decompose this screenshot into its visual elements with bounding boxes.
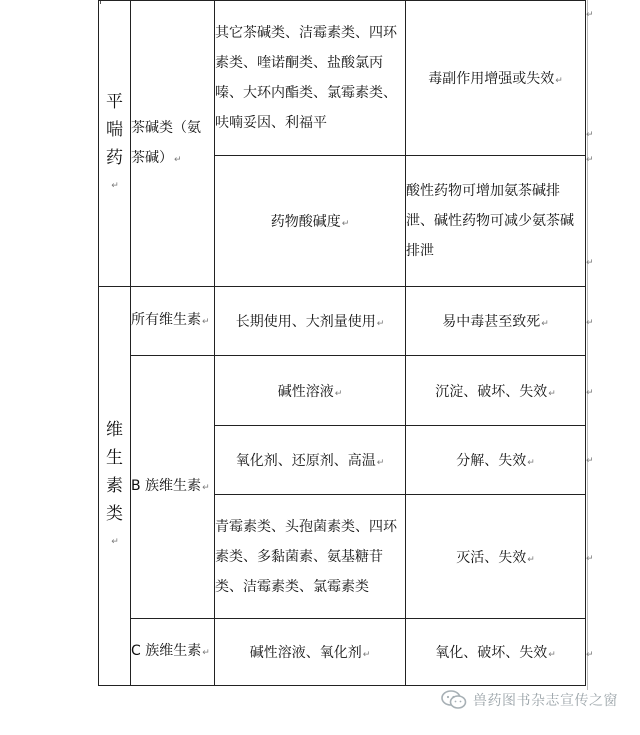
effect-text: 沉淀、破坏、失效 bbox=[435, 383, 548, 400]
subcategory-label: B 族维生素 bbox=[131, 478, 202, 494]
category-label: 平 喘 药 ↵ bbox=[106, 91, 123, 191]
drugs-text: 氧化剂、还原剂、高温 bbox=[235, 453, 376, 469]
effect-cell: 氧化、破坏、失效↵ bbox=[406, 619, 586, 686]
drugs-cell: 长期使用、大剂量使用↵ bbox=[215, 287, 406, 356]
subcategory-cell-all-vitamins: 所有维生素↵ bbox=[131, 287, 215, 356]
effect-cell: 沉淀、破坏、失效↵ bbox=[406, 356, 586, 426]
drugs-cell: 药物酸碱度↵ bbox=[215, 156, 406, 287]
table-row bbox=[99, 356, 586, 426]
drugs-text: 药物酸碱度 bbox=[270, 214, 341, 230]
subcategory-label: C 族维生素 bbox=[131, 643, 202, 659]
paragraph-mark: ↵ bbox=[586, 456, 594, 466]
paragraph-mark: ↵ bbox=[586, 10, 594, 20]
effect-cell: 易中毒甚至致死↵ bbox=[406, 287, 586, 356]
table-row bbox=[99, 619, 586, 686]
drugs-cell bbox=[215, 1, 406, 156]
subcategory-cell-vitamin-c: C 族维生素↵ bbox=[131, 619, 215, 686]
drugs-text: 其它茶碱类、洁霉素类、四环素类、喹诺酮类、盐酸氯丙嗪、大环内酯类、氯霉素类、呋喃妥因、利福平 bbox=[215, 25, 397, 131]
subcategory-cell-theophylline: 茶碱类（氨茶碱）↵ bbox=[131, 1, 215, 287]
drugs-cell: 碱性溶液↵ bbox=[215, 356, 406, 426]
paragraph-mark: ↵ bbox=[586, 130, 594, 140]
subcategory-cell-vitamin-b: B 族维生素↵ bbox=[131, 356, 215, 619]
effect-text: 酸性药物可增加氨茶碱排泄、碱性药物可减少氨茶碱排泄 bbox=[406, 183, 574, 259]
effect-cell: 毒副作用增强或失效↵ bbox=[406, 1, 586, 156]
effect-text: 氧化、破坏、失效 bbox=[435, 645, 548, 661]
table-row bbox=[99, 1, 586, 156]
drugs-text: 长期使用、大剂量使用 bbox=[235, 314, 376, 330]
drug-interaction-table bbox=[98, 0, 586, 686]
paragraph-mark: ↵ bbox=[586, 318, 594, 328]
effect-cell bbox=[406, 156, 586, 287]
paragraph-mark: ↵ bbox=[586, 258, 594, 268]
effect-cell: 分解、失效↵ bbox=[406, 426, 586, 495]
subcategory-label: 茶碱类（氨茶碱） bbox=[131, 119, 201, 166]
category-label: 维 生 素 类 ↵ bbox=[106, 420, 123, 547]
paragraph-mark: ↵ bbox=[586, 155, 594, 165]
drugs-cell: 氧化剂、还原剂、高温↵ bbox=[215, 426, 406, 495]
margin-guide-right bbox=[587, 0, 588, 690]
subcategory-label: 所有维生素 bbox=[131, 312, 201, 328]
effect-text: 分解、失效 bbox=[456, 453, 527, 469]
category-cell-vitamins bbox=[99, 287, 131, 686]
wechat-icon bbox=[441, 690, 467, 710]
watermark-text: 兽药图书杂志宣传之窗 bbox=[473, 693, 618, 709]
effect-text: 灭活、失效 bbox=[456, 549, 527, 566]
paragraph-mark: ↵ bbox=[586, 554, 594, 564]
paragraph-mark: ↵ bbox=[586, 650, 594, 660]
drugs-cell bbox=[215, 495, 406, 619]
effect-text: 易中毒甚至致死 bbox=[442, 314, 541, 330]
effect-text: 毒副作用增强或失效 bbox=[428, 71, 555, 87]
drugs-cell: 碱性溶液、氧化剂↵ bbox=[215, 619, 406, 686]
category-cell-antiasthmatic bbox=[99, 1, 131, 287]
paragraph-mark: ↵ bbox=[586, 388, 594, 398]
drugs-text: 碱性溶液、氧化剂 bbox=[249, 645, 362, 661]
table-row bbox=[99, 287, 586, 356]
drugs-text: 碱性溶液 bbox=[277, 383, 334, 400]
drugs-text: 青霉素类、头孢菌素类、四环素类、多黏菌素、氨基糖苷类、洁霉素类、氯霉素类 bbox=[215, 518, 397, 595]
wechat-watermark bbox=[441, 690, 618, 710]
effect-cell: 灭活、失效↵ bbox=[406, 495, 586, 619]
